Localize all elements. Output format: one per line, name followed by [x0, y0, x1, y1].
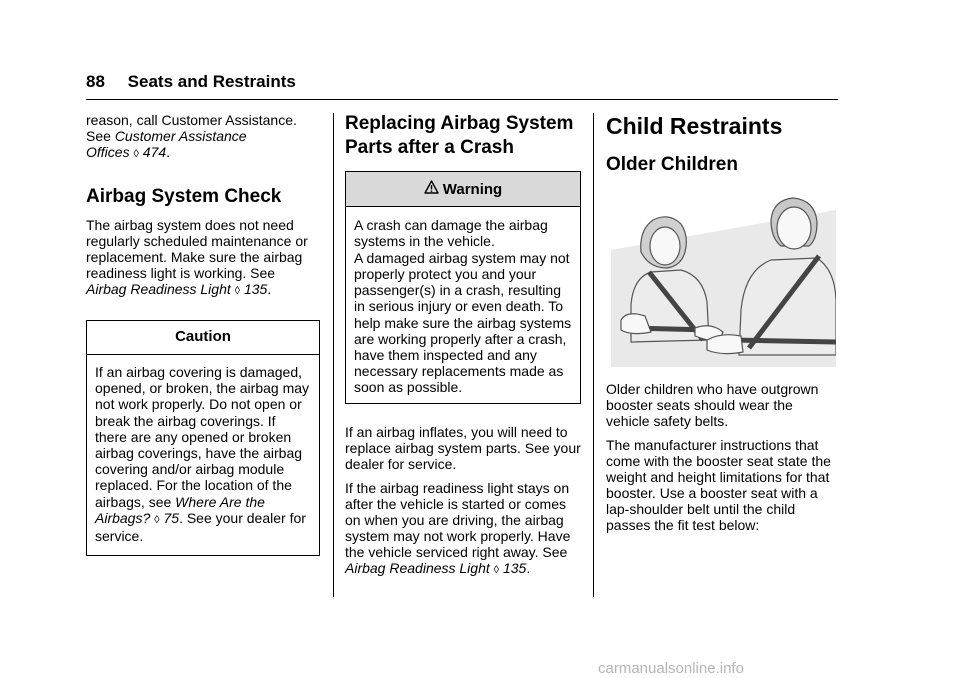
- warning-header: [346, 172, 580, 207]
- header-rule: [86, 99, 838, 100]
- link-where-are-airbags[interactable]: Where Are the Airbags?: [95, 493, 265, 526]
- page-ref-75[interactable]: 75: [163, 509, 180, 526]
- page-ref-135-2[interactable]: 135: [502, 560, 527, 577]
- page-number: 88: [86, 72, 105, 91]
- link-offices[interactable]: Offices: [86, 144, 130, 160]
- replacing-paragraph-2: If the airbag readiness light stays on after the vehicle is started or comes on when you are driving, the airbag system may not work properly. Have the vehicle serviced right away. See Airbag Readiness Light ◊ 135.: [345, 480, 571, 577]
- watermark: carmanualsonline.info: [598, 660, 744, 677]
- older-children-paragraph-2: The manufacturer instructions that come with the booster seat state the weight and height limitations for that booster. Use a booster seat with a lap-shoulder belt until the child passes the fit test below:: [606, 437, 831, 533]
- heading-older-children: Older Children: [606, 154, 738, 175]
- warning-triangle-icon: [424, 180, 439, 198]
- column-divider-1: [333, 113, 334, 597]
- heading-child-restraints: Child Restraints: [606, 113, 783, 139]
- link-airbag-readiness-light[interactable]: Airbag Readiness Light: [86, 281, 231, 297]
- section-title: Seats and Restraints: [127, 72, 296, 91]
- warning-text: A crash can damage the airbag systems in the vehicle. A damaged airbag system may not properly protect you and your passenger(s) in a crash, resulting in serious injury or even death. To help make sure the airbag systems are working properly after a crash, have them inspected and any necessary replacements made as soon as possible.: [354, 217, 572, 395]
- ref-icon: ◊: [493, 564, 500, 577]
- caution-box: [86, 320, 320, 556]
- older-children-paragraph-1: Older children who have outgrown booster seats should wear the vehicle safety belts.: [606, 381, 819, 429]
- airbag-check-paragraph: The airbag system does not need regularly scheduled maintenance or replacement. Make sure the airbag readiness light is working. See Airbag Readiness Light ◊ 135.: [86, 217, 308, 297]
- ref-icon: ◊: [133, 148, 139, 160]
- heading-replacing-airbag-parts: Replacing Airbag System Parts after a Crash: [345, 113, 574, 158]
- column-2: [345, 112, 581, 586]
- intro-line: reason, call Customer Assistance.: [86, 112, 297, 128]
- caution-title: Caution: [87, 321, 319, 355]
- warning-title: Warning: [442, 181, 503, 198]
- page-header: [86, 72, 296, 92]
- column-3: [606, 112, 840, 541]
- page-ref-135[interactable]: 135: [243, 281, 268, 297]
- caution-text: If an airbag covering is damaged, opened, or broken, the airbag may not work properly. Do not open or break the airbag coverings. If there are any opened or broken airbag coverings, have the airbag covering and/or airbag module replaced. For the location of the airbags, see Where Are the Airbags? ◊ 75. See your dealer for service.: [95, 364, 310, 545]
- replacing-paragraph-1: If an airbag inflates, you will need to replace airbag system parts. See your dealer for service.: [345, 424, 581, 473]
- link-customer-assistance[interactable]: Customer Assistance: [114, 128, 247, 144]
- ref-icon: ◊: [234, 285, 241, 297]
- ref-icon: ◊: [154, 513, 160, 526]
- warning-box: [345, 171, 581, 404]
- column-1: [86, 112, 320, 556]
- older-children-illustration: [611, 190, 836, 367]
- see-reference: See Customer Assistance Offices ◊ 474.: [86, 128, 247, 160]
- page-ref-474[interactable]: 474: [142, 144, 167, 160]
- heading-airbag-system-check: Airbag System Check: [86, 186, 282, 207]
- link-airbag-readiness-light-2[interactable]: Airbag Readiness Light: [345, 560, 490, 577]
- column-divider-2: [593, 113, 594, 597]
